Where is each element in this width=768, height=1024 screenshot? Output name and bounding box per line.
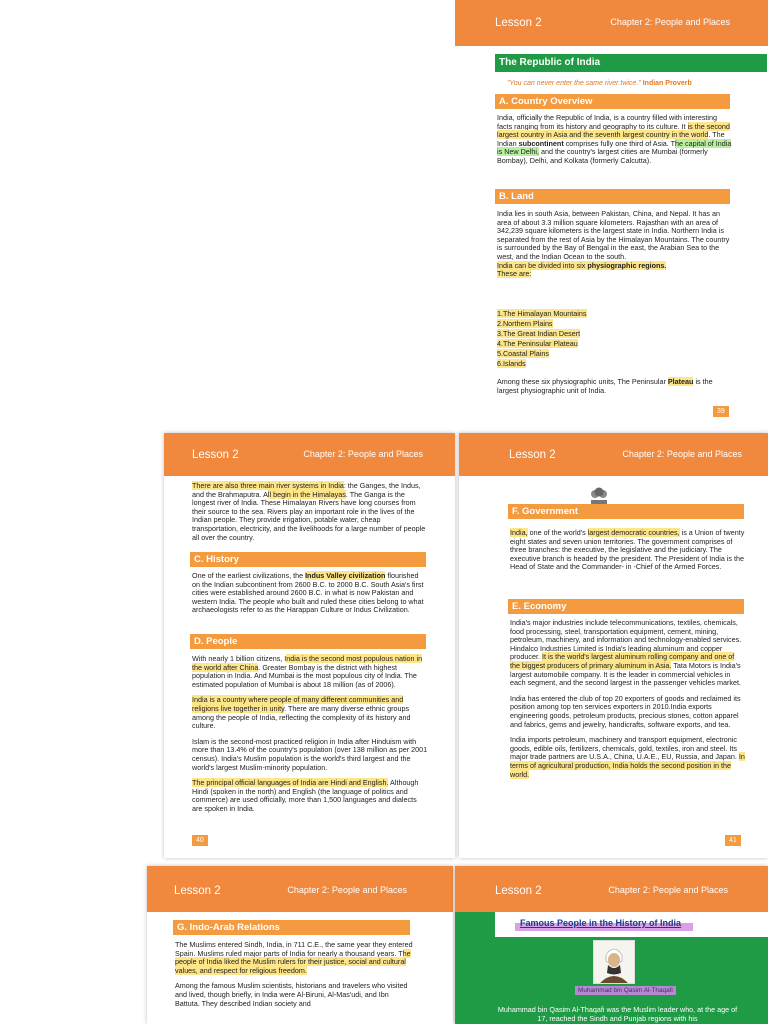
proverb-quote bbox=[507, 80, 692, 87]
quote-source: Indian Proverb bbox=[642, 80, 692, 87]
list-item bbox=[497, 349, 697, 359]
text-run: With nearly 1 billion citizens, I bbox=[192, 654, 287, 663]
section-heading-d: D. People bbox=[190, 634, 426, 649]
person-icon bbox=[594, 941, 634, 983]
paragraph bbox=[192, 779, 428, 813]
text-run: India can be divided into six bbox=[497, 260, 588, 270]
paragraph bbox=[510, 736, 746, 779]
bold-term: subcontinent bbox=[518, 138, 564, 148]
text-run: flourished on the Indian subcontinent from 2600 B.C. to 2000 B.C. South Asia's first cities were established around 2600 B.C. in what is now Pakistan and western India. The people who built and ruled these cities belong to what archaeologists refer to as the Harappan Culture or Indus Civilization. bbox=[192, 571, 424, 615]
page-header bbox=[147, 866, 453, 912]
list-item bbox=[497, 319, 697, 329]
page-43 bbox=[455, 866, 768, 1024]
highlight: India, bbox=[510, 528, 528, 537]
history-text bbox=[192, 572, 428, 615]
highlight: India is a country where people of many different communities and religions live together in unity bbox=[192, 695, 404, 713]
chapter-label: Chapter 2: People and Places bbox=[303, 449, 423, 459]
text-run: is the largest physiographic unit of India. bbox=[497, 377, 713, 395]
lesson-label: Lesson 2 bbox=[509, 449, 556, 461]
chapter-label: Chapter 2: People and Places bbox=[622, 449, 742, 459]
page-42 bbox=[147, 866, 453, 1024]
text-run: The Muslims entered Sindh, India, in 711 C.E., the same year they entered Spain. Muslims ruled major parts of India for nearly a thousand years. T bbox=[175, 940, 413, 958]
lesson-label: Lesson 2 bbox=[495, 885, 542, 897]
famous-text: Muhammad bin Qasim Al-Thaqafi was the Muslim leader who, at the age of 17, reached the Sindh and Punjab regions with his bbox=[497, 1005, 738, 1023]
paragraph: Among the famous Muslim scientists, historians and travelers who visited and lived, though briefly, in India were Al-Biruni, Al-Mas'udi, and Ibn Battuta. They described Indian society and bbox=[175, 981, 408, 1008]
text-run: One of the earliest civilizations, the bbox=[192, 571, 306, 580]
highlight: There are also three main river systems in India bbox=[192, 481, 344, 490]
lesson-label: Lesson 2 bbox=[495, 17, 542, 29]
highlight: he people of India liked the Muslim rulers for their justice, social and cultural values, and respect for religious freedom. bbox=[175, 948, 411, 975]
text-run: . Greater Bombay is the district with highest population in India. And Mumbai is the most populous city of India. The estimated population of Mumbai is about 18 million (as of 2006). bbox=[192, 662, 417, 689]
rivers-text bbox=[192, 482, 428, 542]
list-item-text: 1.The Himalayan Mountains bbox=[497, 309, 587, 318]
regions-list bbox=[497, 309, 697, 369]
country-overview-text bbox=[497, 114, 733, 166]
section-heading-a: A. Country Overview bbox=[495, 94, 730, 109]
section-heading-f: F. Government bbox=[508, 504, 744, 519]
page-number: 40 bbox=[192, 835, 208, 846]
page-41 bbox=[459, 433, 768, 858]
paragraph bbox=[192, 655, 428, 689]
section-heading-b: B. Land bbox=[495, 189, 730, 204]
chapter-label: Chapter 2: People and Places bbox=[610, 17, 730, 27]
highlight: largest democratic countries, bbox=[587, 528, 680, 537]
portrait-caption: Muhammad bin Qasim Al-Thaqafi bbox=[575, 986, 676, 995]
text-run: India's major industries include telecommunications, textiles, chemicals, food processing, steel, transportation equipment, cement, mining, petroleum, machinery, and information and technology-enabled services. Hindalco Industries Limited is India's leading aluminum and copper producer. bbox=[510, 618, 742, 662]
page-number: 41 bbox=[725, 835, 741, 846]
text-run: : the Ganges, the Indus, and the Brahmaputra. A bbox=[192, 481, 421, 499]
list-item bbox=[497, 359, 697, 369]
chapter-label: Chapter 2: People and Places bbox=[287, 885, 407, 895]
famous-title: Famous People in the History of India bbox=[520, 918, 682, 928]
text-run: India, officially the Republic of India, is a country filled with interesting facts ranging from its history and geography to its culture. It bbox=[497, 113, 718, 131]
text-run: is a Union of twenty eight states and seven union territories. The government comprises of three branches: the executive, the legislative and the judiciary. The executive branch is headed by the president. The President of India is the Head of State and the Commander- in -Chief of the Armed Forces. bbox=[510, 528, 745, 572]
highlight: is the second largest country in Asia and the seventh largest country in the world bbox=[497, 121, 730, 140]
text-run: India lies in south Asia, between Pakistan, China, and Nepal. It has an area of about 3.3 million square kilometers. Rajasthan with an area of 342,239 square kilometers is the largest state in India. Northern India is separated from the rest of Asia by the Himalayan Mountains. The country is surrounded by the Bay of Bengal in the east, the Arabian Sea to the west, and the Indian Ocean to the south. bbox=[497, 209, 730, 261]
section-title: The Republic of India bbox=[495, 54, 767, 72]
text-run: India imports petroleum, machinery and transport equipment, electronic goods, edible oils, fertilizers, chemicals, gold, textiles, iron and steel. Its major trade partners are U.S.A., China, U.A.E., EU, Russia, and Japan. bbox=[510, 735, 739, 762]
page-40 bbox=[164, 433, 455, 858]
list-item bbox=[497, 339, 697, 349]
page-header bbox=[455, 0, 768, 46]
list-item-text: 3.The Great Indian Desert bbox=[497, 329, 581, 338]
highlight: The principal official languages of India are Hindi and English. bbox=[192, 778, 389, 788]
land-summary bbox=[497, 378, 733, 395]
text-run: Among these six physiographic units, The Peninsular bbox=[497, 377, 668, 386]
text-run: Tata Motors is India's largest automobile company. It is the leader in commercial vehicles in each segment, and the second largest in the passenger vehicles market. bbox=[510, 660, 741, 688]
list-item-text: 6.Islands bbox=[497, 359, 526, 368]
paragraph: Islam is the second-most practiced religion in India after Hinduism with more than 13.4% of the country's population (over 138 million as per 2001 census). India's Muslim population is the world's third largest and the world's largest Muslim-minority population. bbox=[192, 736, 428, 772]
text-run: . The Ganga is the longest river of India. These Himalayan Rivers have long courses from their source to the sea. Rivers play an important role in the lives of the Indian people. They provide irrigation, potable water, cheap transportation, electricity, and the livelihoods for a large number of people all over the country. bbox=[192, 489, 426, 542]
section-heading-c: C. History bbox=[190, 552, 426, 567]
list-item bbox=[497, 309, 697, 319]
paragraph bbox=[510, 619, 746, 688]
text-run: and the country's largest cities are Mumbai (formerly Bombay), Delhi, and Kolkata (formerly Calcutta). bbox=[497, 147, 708, 165]
text-run: one of the world's bbox=[527, 528, 588, 537]
people-text bbox=[192, 655, 428, 821]
text-run: . There are many diverse ethnic groups among the people of India, reflecting the complexity of its history and culture. bbox=[192, 703, 411, 731]
highlight: ll begin in the Himalayas bbox=[267, 489, 346, 499]
page-39 bbox=[455, 0, 768, 430]
indo-arab-text bbox=[175, 941, 415, 1015]
page-header bbox=[455, 866, 768, 912]
page-number: 39 bbox=[713, 406, 729, 417]
highlight: In terms of agricultural production, India holds the second position in the world. bbox=[510, 752, 745, 779]
list-item-text: 2.Northern Plains bbox=[497, 319, 553, 328]
paragraph bbox=[175, 941, 415, 975]
portrait-image bbox=[593, 940, 635, 984]
paragraph bbox=[192, 696, 428, 730]
bold-term: Indus Valley civilization bbox=[305, 571, 386, 580]
list-item bbox=[497, 329, 697, 339]
bold-term: Plateau bbox=[667, 377, 694, 386]
economy-text bbox=[510, 619, 746, 786]
highlight: It is the world's largest aluminum rolling company and one of the biggest producers of primary aluminum in Asia. bbox=[510, 652, 735, 670]
page-header bbox=[459, 433, 768, 476]
bold-term: physiographic regions. bbox=[587, 260, 667, 270]
highlight: ndia is the second most populous nation in the world after China bbox=[192, 654, 423, 672]
text-run: . The Indian bbox=[497, 130, 725, 148]
page-header bbox=[164, 433, 455, 476]
section-heading-g: G. Indo-Arab Relations bbox=[173, 920, 410, 935]
lesson-label: Lesson 2 bbox=[174, 885, 221, 897]
lesson-label: Lesson 2 bbox=[192, 449, 239, 461]
list-item-text: 5.Coastal Plains bbox=[497, 349, 549, 358]
highlight: These are: bbox=[497, 269, 532, 279]
quote-text: "You can never enter the same river twice." bbox=[507, 80, 641, 87]
land-text bbox=[497, 210, 733, 279]
text-run: Although Hindi (spoken in the north) and English (the language of politics and commerce) are used officially, more than 1,500 languages and dialects are spoken in India. bbox=[192, 778, 419, 813]
text-run: comprises fully one third of Asia. T bbox=[563, 138, 676, 148]
chapter-label: Chapter 2: People and Places bbox=[608, 885, 728, 895]
paragraph: India has entered the club of top 20 exporters of goods and reclaimed its position among top ten services exporters in 2010.India exports engineering goods, petroleum products, precious stones, cotton apparel and fabrics, gems and jewelry, handicrafts, software exports, and tea. bbox=[510, 693, 741, 729]
highlight-green: he capital of India is New Delhi, bbox=[497, 138, 732, 157]
government-text bbox=[510, 529, 746, 572]
list-item-text: 4.The Peninsular Plateau bbox=[497, 339, 578, 348]
section-heading-e: E. Economy bbox=[508, 599, 744, 614]
